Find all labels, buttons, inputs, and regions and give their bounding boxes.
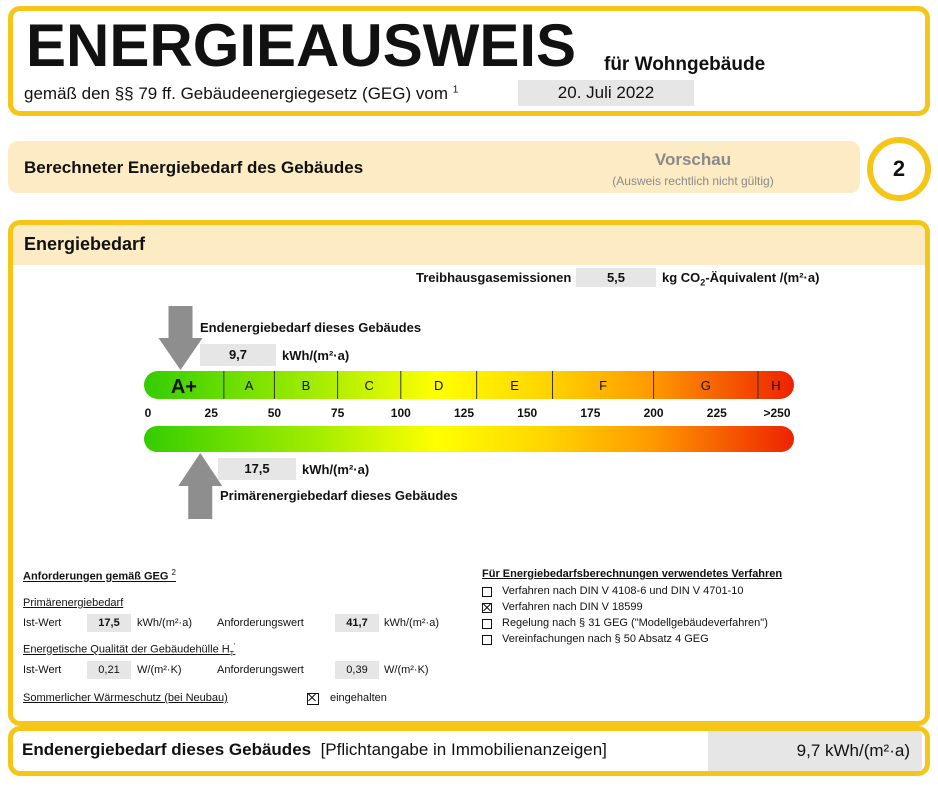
end-energy-arrow	[159, 306, 203, 370]
document-subtitle: für Wohngebäude	[604, 54, 766, 75]
class-label-d: D	[434, 378, 444, 393]
method-checkbox-model[interactable]	[482, 619, 492, 629]
class-label-b: B	[301, 378, 311, 393]
method-label-din4108: Verfahren nach DIN V 4108-6 und DIN V 4701-10	[502, 585, 744, 597]
law-reference-text: gemäß den §§ 79 ff. Gebäudeenergiegesetz (GEG) vom	[24, 84, 448, 103]
method-checkbox-din18599[interactable]	[482, 603, 492, 613]
preview-title: Vorschau	[654, 150, 732, 169]
primary-energy-arrow	[178, 453, 222, 519]
tick-label: 200	[643, 406, 664, 420]
summer-protection-checkbox[interactable]	[307, 693, 319, 705]
class-label-c: C	[364, 378, 374, 393]
requirement-unit: kWh/(m²·a)	[384, 617, 439, 629]
ghg-unit-pre: kg CO	[662, 270, 701, 285]
class-label-aplus: A+	[170, 376, 197, 398]
ghg-unit-post: -Äquivalent /(m²·a)	[705, 270, 820, 285]
tick-label: >250	[763, 406, 791, 420]
primary-energy-value: 17,5	[218, 458, 296, 480]
requirement-value: 41,7	[335, 614, 379, 632]
primary-requirement-heading: Primärenergiebedarf	[23, 597, 124, 609]
ist-value: 17,5	[87, 614, 131, 632]
ghg-label: Treibhausgasemissionen	[416, 270, 572, 285]
class-label-g: G	[700, 378, 711, 393]
footer-label	[22, 740, 607, 760]
requirement-label: Anforderungswert	[217, 617, 304, 629]
hull-ist-value: 0,21	[87, 661, 131, 679]
method-label-simplified: Vereinfachungen nach § 50 Absatz 4 GEG	[502, 633, 709, 645]
footer-end-energy-value: 9,7 kWh/(m²·a)	[708, 731, 922, 771]
tick-labels	[145, 406, 791, 420]
class-label-f: F	[599, 378, 608, 393]
hull-requirement-label: Anforderungswert	[217, 664, 304, 676]
ghg-unit-sub: 2	[700, 277, 706, 288]
method-checkbox-din4108[interactable]	[482, 587, 492, 597]
hull-quality-heading	[23, 643, 235, 658]
ist-label: Ist-Wert	[23, 617, 62, 629]
primary-energy-unit: kWh/(m²·a)	[302, 462, 370, 477]
gradient-bar	[144, 426, 794, 452]
law-footnote-marker: 1	[452, 84, 459, 96]
primary-energy-label: Primärenergiebedarf dieses Gebäudes	[220, 488, 458, 503]
method-checkbox-simplified[interactable]	[482, 635, 492, 645]
end-energy-unit: kWh/(m²·a)	[282, 348, 350, 363]
requirements-footnote: 2	[171, 568, 176, 577]
end-energy-value: 9,7	[200, 344, 276, 366]
tick-label: 0	[144, 406, 152, 420]
hull-ist-label: Ist-Wert	[23, 664, 62, 676]
tick-label: 50	[267, 406, 282, 420]
class-bar	[144, 371, 794, 399]
hull-requirement-unit: W/(m²·K)	[384, 664, 429, 676]
tick-label: 225	[706, 406, 727, 420]
hull-requirement-value: 0,39	[335, 661, 379, 679]
end-energy-label: Endenergiebedarf dieses Gebäudes	[200, 320, 422, 335]
hull-ist-unit: W/(m²·K)	[137, 664, 182, 676]
tick-label: 125	[453, 406, 475, 420]
class-label-e: E	[510, 378, 519, 393]
section-title: Berechneter Energiebedarf des Gebäudes	[24, 158, 364, 177]
tick-label: 25	[204, 406, 218, 420]
requirements-title-text: Anforderungen gemäß GEG	[23, 570, 169, 583]
tick-label: 175	[580, 406, 601, 420]
footer-label-note: [Pflichtangabe in Immobilienanzeigen]	[320, 740, 607, 759]
class-label-a: A	[244, 378, 254, 393]
hull-heading-sub: T	[229, 650, 234, 658]
requirements-title	[23, 568, 176, 583]
method-label-model: Regelung nach § 31 GEG ("Modellgebäudeverfahren")	[502, 617, 768, 629]
class-label-h: H	[771, 378, 781, 393]
hull-heading-sup: '	[233, 643, 236, 650]
tick-label: 75	[330, 406, 345, 420]
footer-label-bold: Endenergiebedarf dieses Gebäudes	[22, 740, 312, 759]
hull-heading-text: Energetische Qualität der Gebäudehülle H	[23, 643, 230, 656]
tick-label: 150	[517, 406, 538, 420]
ist-unit: kWh/(m²·a)	[137, 617, 192, 629]
page-number-badge: 2	[867, 137, 931, 201]
summer-protection-label: Sommerlicher Wärmeschutz (bei Neubau)	[23, 692, 228, 704]
method-label-din18599: Verfahren nach DIN V 18599	[502, 601, 643, 613]
methods-title: Für Energiebedarfsberechnungen verwendetes Verfahren	[482, 568, 783, 580]
tick-label: 100	[390, 406, 411, 420]
law-date-field: 20. Juli 2022	[518, 80, 694, 106]
ghg-value: 5,5	[576, 268, 656, 287]
summer-protection-status: eingehalten	[330, 692, 387, 704]
preview-note: (Ausweis rechtlich nicht gültig)	[612, 174, 774, 188]
energy-title: Energiebedarf	[24, 234, 146, 254]
document-title: ENERGIEAUSWEIS	[26, 12, 577, 79]
